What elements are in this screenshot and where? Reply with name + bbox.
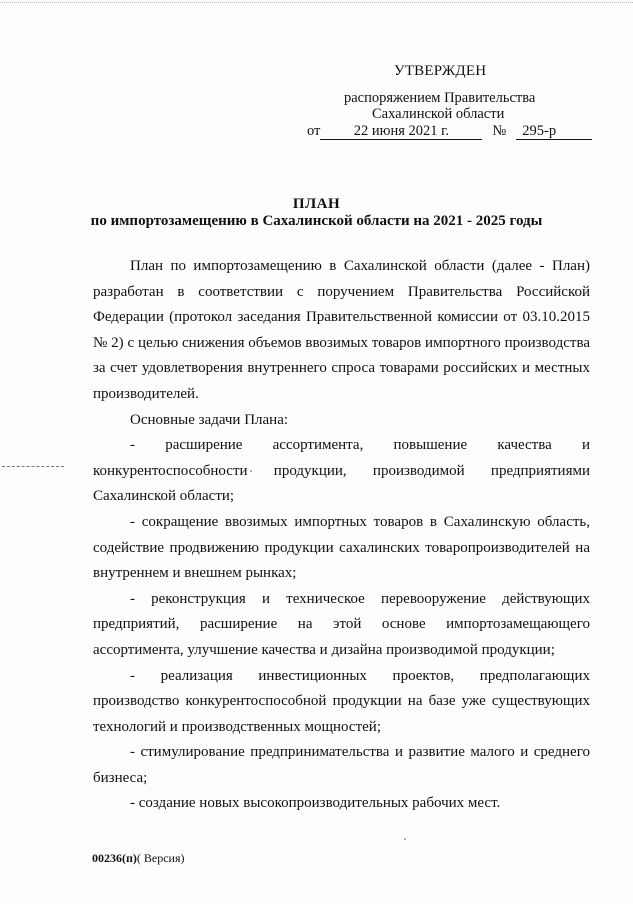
task-item: - создание новых высокопроизводительных рабочих мест. — [130, 795, 501, 812]
document-code — [92, 851, 185, 866]
approval-date-row — [307, 123, 592, 140]
approval-date: 22 июня 2021 г. — [320, 124, 482, 140]
scan-artifact-dot — [404, 838, 406, 840]
approval-from-label: от — [307, 123, 321, 139]
task-item: - реализация инвестиционных проектов, предполагающих производство конкурентоспособной продукции на базе уже существующих технологий и производственных мощностей; — [93, 667, 590, 735]
task-item: - стимулирование предпринимательства и развитие малого и среднего бизнеса; — [93, 744, 590, 786]
intro-paragraph: План по импортозамещению в Сахалинской области (далее - План) разработан в соответствии с поручением Правительства Российской Федерации (протокол заседания Правительственной комиссии от 03.10.2015 № 2) с целью снижения объемов ввозимых товаров импортного производства за счет удовлетворения внутреннего спроса товарами российских и местных производителей. — [93, 258, 590, 402]
approval-number-label: № — [492, 123, 507, 139]
approval-line-1: распоряжением Правительства — [344, 90, 536, 106]
task-item: - сокращение ввозимых импортных товаров в Сахалинскую область, содействие продвижению продукции сахалинских товаропроизводителей на внутреннем и внешнем рынках; — [93, 513, 590, 582]
scan-artifact-left-dash — [2, 466, 64, 467]
document-version: ( Версия) — [136, 851, 185, 865]
scan-artifact-top-line — [0, 2, 633, 3]
task-item: - расширение ассортимента, повышение качества и конкурентоспособности продукции, производимой предприятиями Сахалинской области; — [93, 437, 590, 505]
document-title: ПЛАН — [292, 196, 341, 212]
approval-title: УТВЕРЖДЕН — [394, 63, 487, 79]
approval-line-2: Сахалинской области — [372, 106, 505, 122]
approval-number: 295-р — [516, 124, 592, 140]
tasks-intro: Основные задачи Плана: — [130, 411, 289, 428]
task-item: - реконструкция и техническое перевооружение действующих предприятий, расширение на этой основе импортозамещающего ассортимента, улучшение качества и дизайна производимой продукции; — [93, 590, 590, 658]
document-code-number: 00236(п) — [92, 851, 137, 865]
document-subtitle: по импортозамещению в Сахалинской области на 2021 - 2025 годы — [90, 213, 543, 229]
document-body — [93, 254, 590, 817]
